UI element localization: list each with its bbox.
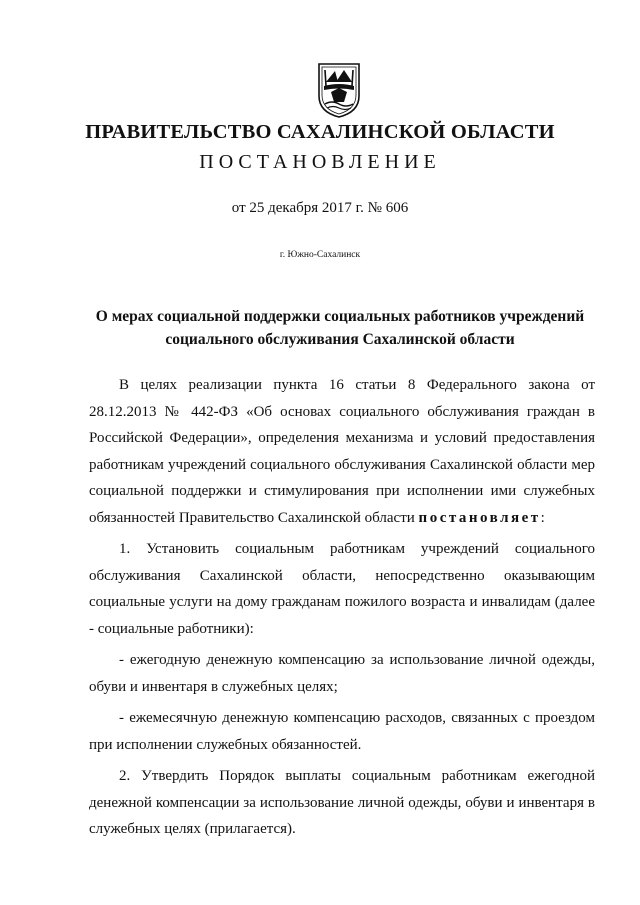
city: г. Южно-Сахалинск — [279, 250, 361, 260]
document-type: ПОСТАНОВЛЕНИЕ — [199, 151, 441, 173]
document-title-line: О мерах социальной поддержки социальных работников учреждений — [95, 308, 585, 325]
preamble-text: В целях реализации пункта 16 статьи 8 Федерального закона от 28.12.2013 № 442-ФЗ «Об основах социального обслуживания граждан в Российской Федерации», определения механизма и условий предоставления работникам учреждений социального обслуживания Сахалинской области мер социальной поддержки и стимулирования при исполнении ими служебных обязанностей Правительство Сахалинской области — [89, 377, 595, 526]
date-and-number: от 25 декабря 2017 г. № 606 — [231, 200, 409, 216]
item-1: 1. Установить социальным работникам учреждений социального обслуживания Сахалинской области, непосредственно оказывающим социальные услуги на дому гражданам пожилого возраста и инвалидам (далее - социальные работники): — [89, 541, 595, 637]
item-1-sub-a: - ежегодную денежную компенсацию за использование личной одежды, обуви и инвентаря в служебных целях; — [89, 652, 595, 695]
item-2: 2. Утвердить Порядок выплаты социальным работникам ежегодной денежной компенсации за использование личной одежды, обуви и инвентаря в служебных целях (прилагается). — [89, 768, 595, 837]
colon: : — [540, 509, 545, 526]
document-title-line: социального обслуживания Сахалинской области — [165, 331, 515, 348]
resolves-word: постановляет — [418, 509, 541, 526]
government-name: ПРАВИТЕЛЬСТВО САХАЛИНСКОЙ ОБЛАСТИ — [85, 121, 555, 143]
preamble-paragraph — [89, 372, 595, 531]
item-1-sub-b: - ежемесячную денежную компенсацию расходов, связанных с проездом при исполнении служебных обязанностей. — [89, 710, 595, 753]
sakhalin-coat-of-arms-icon — [316, 62, 362, 118]
document-title — [90, 305, 590, 351]
document-body — [89, 372, 595, 843]
